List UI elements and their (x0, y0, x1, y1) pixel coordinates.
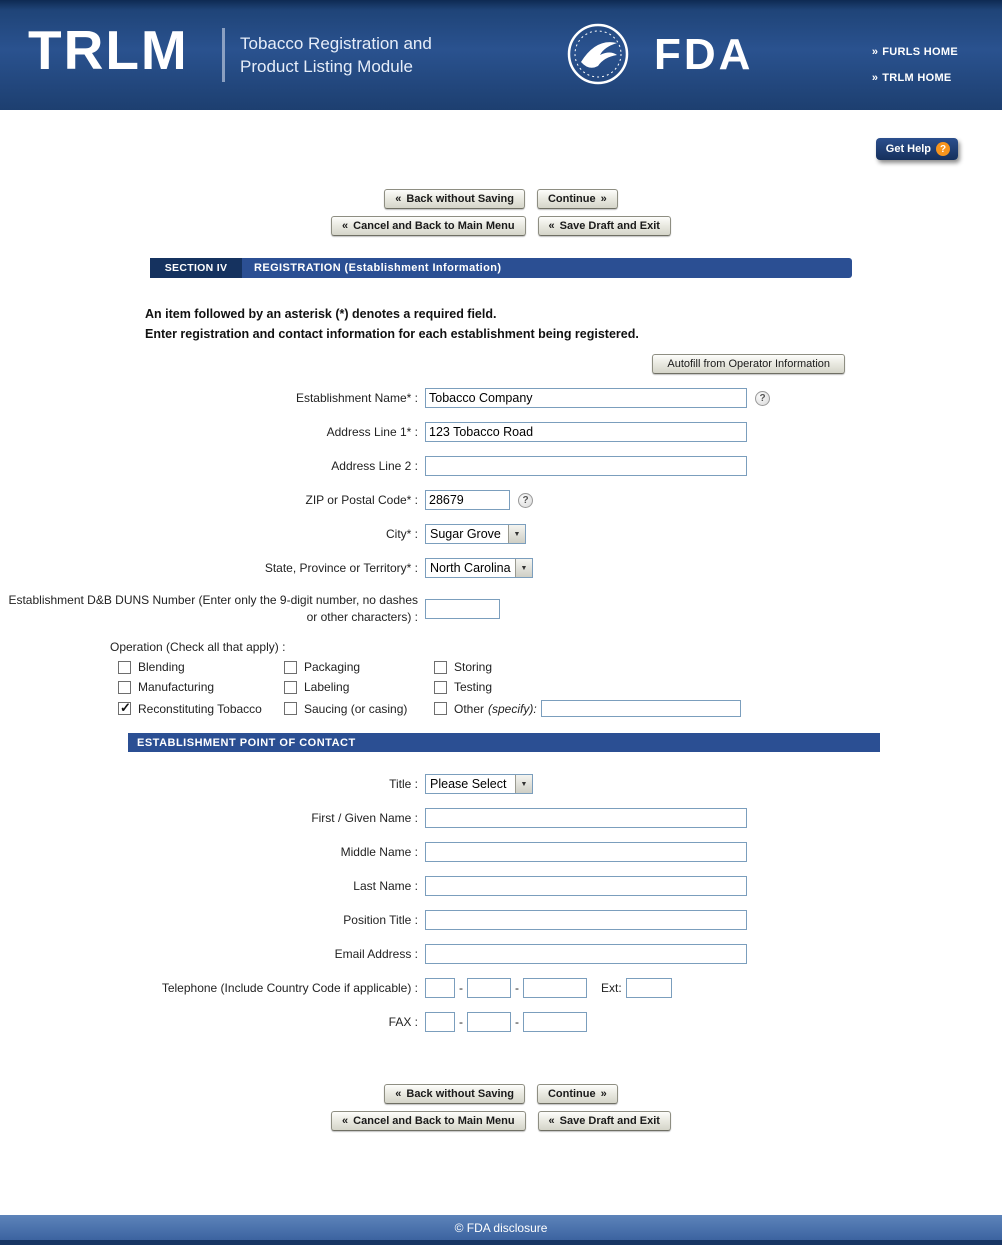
dropdown-arrow-icon: ▼ (508, 525, 525, 543)
back-arrows-icon: « (342, 1115, 349, 1127)
position-title-input[interactable] (425, 910, 747, 930)
first-name-label: First / Given Name : (311, 811, 418, 825)
form-row (0, 490, 1002, 510)
form-row (0, 774, 1002, 794)
operation-checkbox-blending[interactable]: Blending (118, 660, 284, 674)
form-row (0, 910, 1002, 930)
operation-label: Operation (Check all that apply) : (110, 640, 286, 654)
get-help-button[interactable]: Get Help ? (876, 138, 958, 160)
continue-button[interactable]: Continue » (537, 189, 618, 209)
fax-area-input[interactable] (425, 1012, 455, 1032)
email-input[interactable] (425, 944, 747, 964)
city-select[interactable]: Sugar Grove ▼ (425, 524, 526, 544)
duns-label: Establishment D&B DUNS Number (Enter only the 9-digit number, no dashes or other characters) : (8, 593, 418, 624)
form-row: Telephone (Include Country Code if applicable) : - - Ext: (0, 978, 1002, 998)
fax-prefix-input[interactable] (467, 1012, 511, 1032)
section-bar (150, 258, 852, 278)
position-title-label: Position Title : (343, 913, 418, 927)
back-arrows-icon: « (395, 193, 402, 205)
operation-checkboxes (118, 660, 1002, 717)
checkbox-icon[interactable] (284, 702, 297, 715)
establishment-form (0, 388, 1002, 1032)
bottom-nav-buttons (0, 1046, 1002, 1131)
contact-form (0, 774, 1002, 1032)
dropdown-arrow-icon: ▼ (515, 775, 532, 793)
back-arrows-icon: « (342, 220, 349, 232)
duns-input[interactable] (425, 599, 500, 619)
header-links (872, 46, 958, 84)
section-tab: SECTION IV (150, 258, 242, 278)
checkbox-icon[interactable] (118, 661, 131, 674)
back-arrows-icon: « (548, 1115, 555, 1127)
checkbox-icon[interactable] (434, 661, 447, 674)
contact-title-label: Title : (389, 777, 418, 791)
enter-info-note: Enter registration and contact information for each establishment being registered. (145, 327, 639, 341)
form-row (0, 944, 1002, 964)
hhs-logo (566, 22, 630, 91)
back-arrows-icon: « (548, 220, 555, 232)
address-line2-input[interactable] (425, 456, 747, 476)
header-divider (222, 28, 225, 82)
cancel-back-main-menu-button[interactable]: « Cancel and Back to Main Menu (331, 1111, 526, 1131)
middle-name-input[interactable] (425, 842, 747, 862)
trlm-home-link[interactable]: » TRLM HOME (871, 72, 952, 84)
other-label: Other (454, 701, 485, 716)
phone-ext-label: Ext: (601, 981, 622, 995)
email-label: Email Address : (334, 947, 418, 961)
operation-checkbox-packaging[interactable]: Packaging (284, 660, 434, 674)
operation-checkbox-storing[interactable]: Storing (434, 660, 1002, 674)
back-without-saving-button[interactable]: « Back without Saving (384, 189, 525, 209)
operation-checkbox-reconstituting-tobacco[interactable]: ✓ Reconstituting Tobacco (118, 702, 284, 716)
phone-ext-input[interactable] (626, 978, 672, 998)
last-name-input[interactable] (425, 876, 747, 896)
continue-button[interactable]: Continue » (537, 1084, 618, 1104)
last-name-label: Last Name : (353, 879, 418, 893)
phone-area-input[interactable] (425, 978, 455, 998)
autofill-row (0, 354, 845, 374)
zip-help-icon[interactable]: ? (518, 493, 533, 508)
save-draft-exit-button[interactable]: « Save Draft and Exit (538, 1111, 671, 1131)
save-draft-exit-button[interactable]: « Save Draft and Exit (538, 216, 671, 236)
link-arrow-icon: » (871, 46, 879, 58)
operation-other (434, 700, 1002, 717)
middle-name-label: Middle Name : (340, 845, 418, 859)
form-row (0, 592, 1002, 626)
cancel-back-main-menu-button[interactable]: « Cancel and Back to Main Menu (331, 216, 526, 236)
back-without-saving-button[interactable]: « Back without Saving (384, 1084, 525, 1104)
city-label: City* : (385, 527, 418, 541)
dropdown-arrow-icon: ▼ (515, 559, 532, 577)
footer (0, 1215, 1002, 1245)
trlm-logo: TRLM (28, 19, 189, 81)
operation-checkbox-manufacturing[interactable]: Manufacturing (118, 680, 284, 694)
section-title: REGISTRATION (Establishment Information) (242, 258, 852, 278)
operation-checkbox-labeling[interactable]: Labeling (284, 680, 434, 694)
form-row (0, 422, 1002, 442)
form-row (0, 388, 1002, 408)
form-row (0, 456, 1002, 476)
top-nav-buttons (0, 111, 1002, 236)
phone-prefix-input[interactable] (467, 978, 511, 998)
main-content (0, 110, 1002, 1215)
checkbox-icon[interactable] (118, 702, 131, 715)
fax-label: FAX : (388, 1015, 418, 1029)
forward-arrows-icon: » (600, 193, 607, 205)
state-select[interactable]: North Carolina ▼ (425, 558, 533, 578)
state-label: State, Province or Territory* : (264, 561, 418, 575)
address-line1-label: Address Line 1* : (326, 425, 418, 439)
address-line1-input[interactable] (425, 422, 747, 442)
contact-section-bar: ESTABLISHMENT POINT OF CONTACT (128, 733, 880, 752)
zip-input[interactable] (425, 490, 510, 510)
fda-logo: FDA (654, 30, 754, 79)
operation-checkbox-testing[interactable]: Testing (434, 680, 1002, 694)
operation-checkbox-other[interactable] (434, 702, 447, 715)
phone-number-input[interactable] (523, 978, 587, 998)
other-specify-input[interactable] (541, 700, 741, 717)
form-row (0, 524, 1002, 544)
required-field-note: An item followed by an asterisk (*) denotes a required field. (145, 307, 497, 321)
form-row (0, 842, 1002, 862)
establishment-name-label: Establishment Name* : (295, 391, 418, 405)
telephone-label: Telephone (Include Country Code if applicable) : (161, 981, 418, 995)
contact-title-select[interactable]: Please Select ▼ (425, 774, 533, 794)
forward-arrows-icon: » (600, 1088, 607, 1100)
form-row (0, 876, 1002, 896)
autofill-from-operator-button[interactable]: Autofill from Operator Information (652, 354, 845, 374)
operation-checkbox-saucing[interactable]: Saucing (or casing) (284, 702, 434, 716)
first-name-input[interactable] (425, 808, 747, 828)
link-arrow-icon: » (871, 72, 879, 84)
zip-label: ZIP or Postal Code* : (305, 493, 418, 507)
fax-number-input[interactable] (523, 1012, 587, 1032)
help-icon: ? (936, 142, 950, 156)
instructions (145, 304, 1002, 344)
checkbox-icon[interactable] (434, 681, 447, 694)
establishment-name-help-icon[interactable]: ? (755, 391, 770, 406)
furls-home-link[interactable]: » FURLS HOME (871, 46, 958, 58)
form-row (0, 558, 1002, 578)
checkbox-icon[interactable] (284, 661, 297, 674)
header-subtitle: Tobacco Registration and Product Listing Module (240, 34, 432, 76)
checkbox-icon[interactable] (284, 681, 297, 694)
address-line2-label: Address Line 2 : (331, 459, 418, 473)
checkbox-icon[interactable] (118, 681, 131, 694)
other-specify-label: (specify): (488, 701, 537, 716)
header (0, 0, 1002, 110)
form-row: FAX : - - (0, 1012, 1002, 1032)
footer-disclosure-link[interactable]: © FDA disclosure (454, 1220, 548, 1235)
establishment-name-input[interactable] (425, 388, 747, 408)
form-row (0, 808, 1002, 828)
back-arrows-icon: « (395, 1088, 402, 1100)
